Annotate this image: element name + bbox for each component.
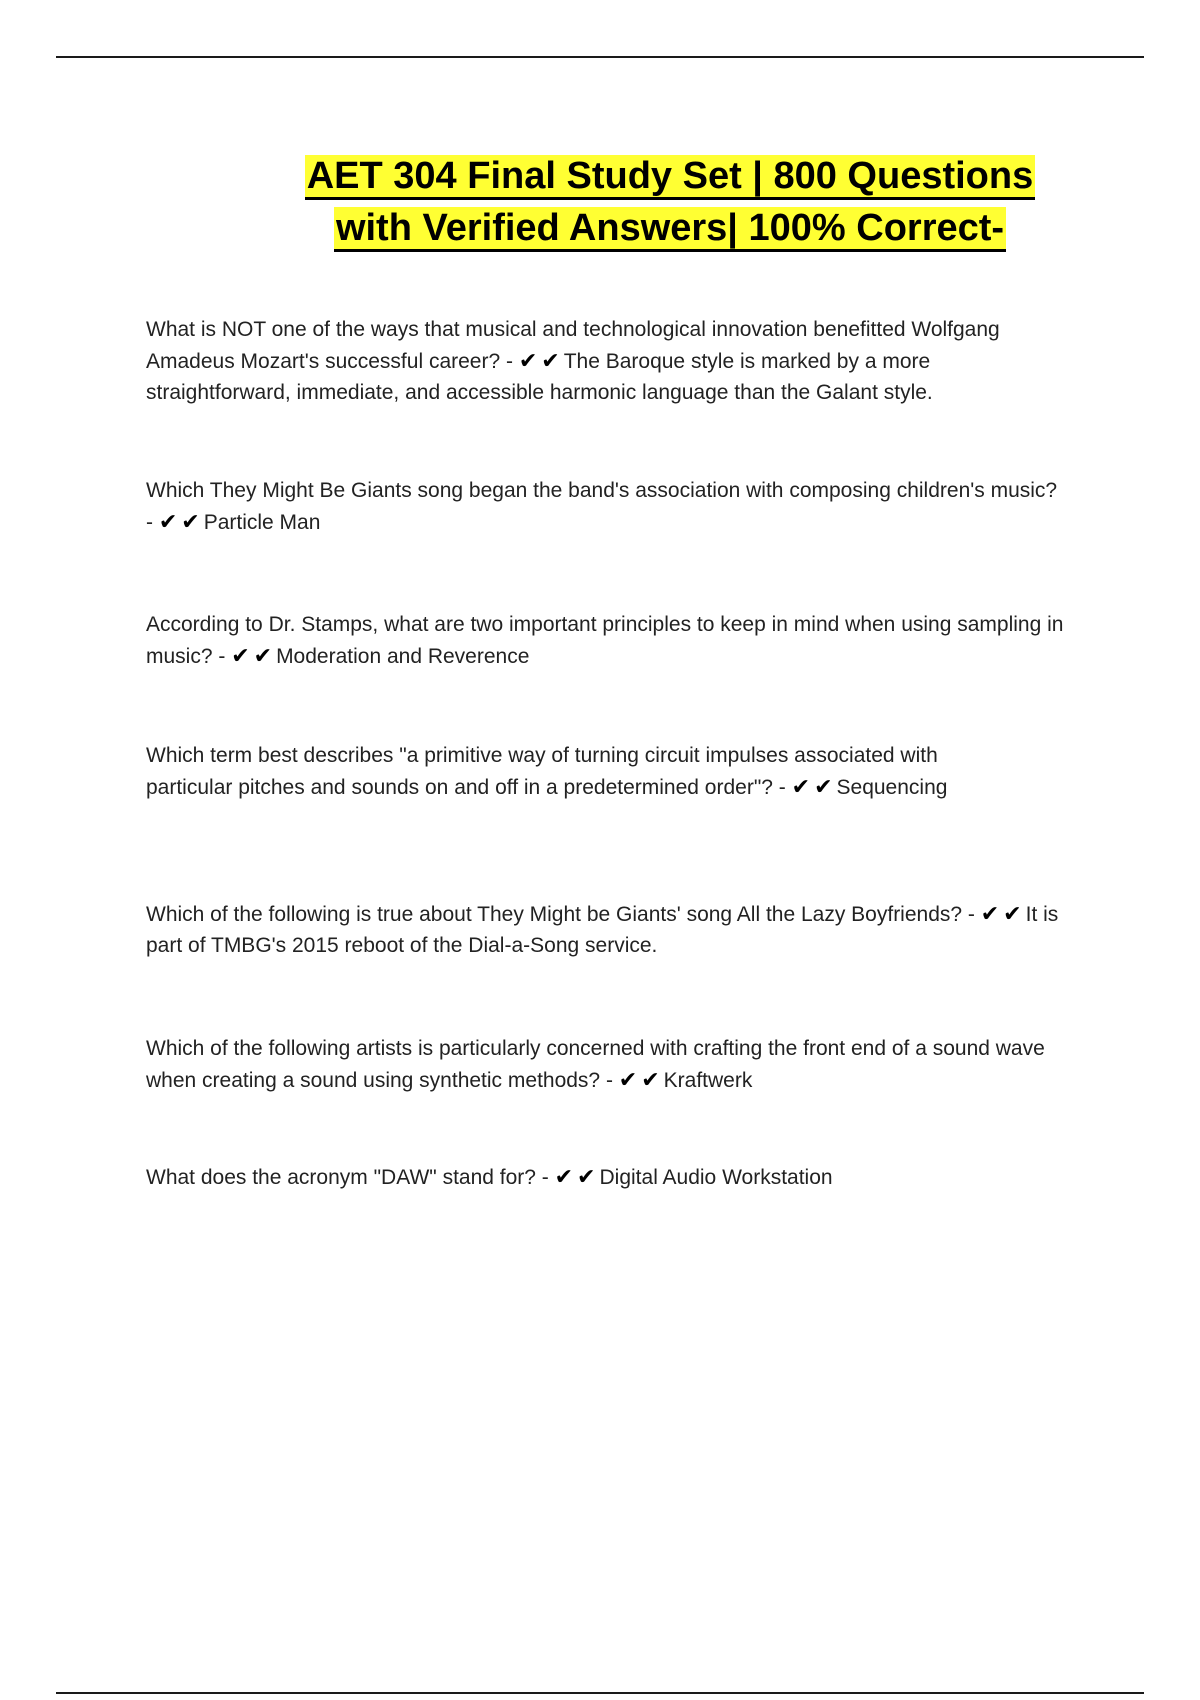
title-line-2: with Verified Answers| 100% Correct- <box>334 207 1006 252</box>
check-icon: ✔✔ <box>618 1067 664 1092</box>
question-text: Which of the following artists is particularly concerned with crafting the front end of a sound wave when creating a sound using synthetic methods? - <box>146 1037 1045 1092</box>
check-icon: ✔✔ <box>231 643 277 668</box>
check-icon: ✔✔ <box>158 509 204 534</box>
question-text: According to Dr. Stamps, what are two important principles to keep in mind when using sampling in music? - <box>146 613 1064 668</box>
qa-item <box>146 609 1066 672</box>
top-rule <box>56 56 1144 58</box>
qa-item <box>146 898 1066 961</box>
qa-item <box>146 740 1026 803</box>
answer-text: The Baroque style is marked by a more straightforward, immediate, and accessible harmonic language than the Galant style. <box>146 350 933 404</box>
question-text: Which term best describes "a primitive way of turning circuit impulses associated with particular pitches and sounds on and off in a predetermined order"? - <box>146 744 938 799</box>
question-text: Which They Might Be Giants song began the band's association with composing children's music? - <box>146 479 1058 534</box>
answer-text: It is part of TMBG's 2015 reboot of the Dial-a-Song service. <box>146 903 1059 957</box>
qa-item <box>146 1161 1066 1193</box>
qa-item <box>146 314 1066 408</box>
qa-item <box>146 475 1066 538</box>
answer-text: Sequencing <box>836 776 948 799</box>
bottom-rule <box>56 1692 1144 1694</box>
answer-text: Particle Man <box>203 511 321 534</box>
check-icon: ✔✔ <box>980 901 1026 926</box>
question-text: What does the acronym "DAW" stand for? - <box>146 1166 555 1189</box>
check-icon: ✔✔ <box>518 348 564 373</box>
question-text: What is NOT one of the ways that musical and technological innovation benefitted Wolfgang Amadeus Mozart's successful career? - <box>146 318 1000 373</box>
title-line-1: AET 304 Final Study Set | 800 Questions <box>305 155 1036 200</box>
document-title <box>290 150 1050 254</box>
answer-text: Kraftwerk <box>663 1069 753 1092</box>
answer-text: Moderation and Reverence <box>276 645 530 668</box>
answer-text: Digital Audio Workstation <box>599 1166 833 1189</box>
question-text: Which of the following is true about They Might be Giants' song All the Lazy Boyfriends? - <box>146 903 981 926</box>
check-icon: ✔✔ <box>791 774 837 799</box>
check-icon: ✔✔ <box>554 1164 600 1189</box>
qa-item <box>146 1033 1066 1096</box>
